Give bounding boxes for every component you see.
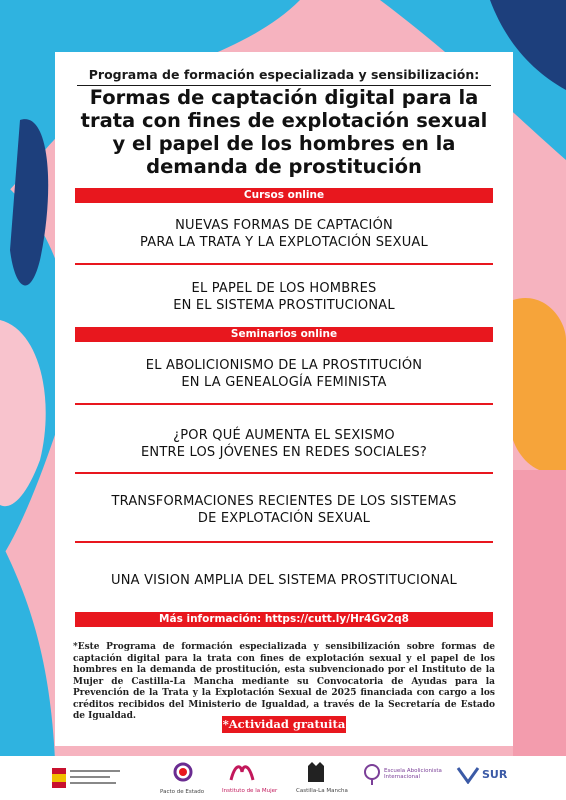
program-kicker: Programa de formación especializada y sensibilización: xyxy=(88,67,480,82)
funding-footnote: *Este Programa de formación especializada y sensibilización sobre formas de captación digital para la trata con fines de explotación sexual y el papel de los hombres en la demanda de prostitución, esta subvencionado por el Instituto de la Mujer de Castilla-La Mancha mediante su Convocatoria de Ayudas para la Prevención de la Trata y la Explotación Sexual de 2025 financiada con cargo a los créditos recibidos del Ministerio de Igualdad, a través de la Secretaría de Estado de Igualdad. xyxy=(73,642,495,721)
instituto-mujer-label: Instituto de la Mujer xyxy=(222,788,278,794)
sponsor-logos-strip xyxy=(0,756,566,800)
divider xyxy=(75,472,493,474)
escuela-abolicionista-logo-icon xyxy=(362,764,382,786)
divider xyxy=(75,263,493,265)
gobierno-logo-icon xyxy=(52,766,122,790)
seminars-section-bar: Seminarios online xyxy=(75,327,493,342)
course-item: EL PAPEL DE LOS HOMBRES EN EL SISTEMA PROSTITUCIONAL xyxy=(173,281,395,313)
content-card xyxy=(55,52,513,746)
seminar-item: UNA VISION AMPLIA DEL SISTEMA PROSTITUCIONAL xyxy=(111,573,457,588)
castilla-la-mancha-logo-icon xyxy=(304,760,328,784)
instituto-mujer-logo-icon xyxy=(227,760,257,784)
pacto-estado-label: Pacto de Estado xyxy=(160,789,205,795)
courses-section-bar: Cursos online xyxy=(75,188,493,203)
seminar-item: EL ABOLICIONISMO DE LA PROSTITUCIÓN EN LA GENEALOGÍA FEMINISTA xyxy=(145,358,423,390)
program-title: Formas de captación digital para la trata con fines de explotación sexual y el papel de los hombres en la demanda de prostitución xyxy=(80,86,488,178)
divider xyxy=(75,541,493,543)
pacto-estado-logo-icon xyxy=(165,762,201,788)
course-item: NUEVAS FORMAS DE CAPTACIÓN PARA LA TRATA Y LA EXPLOTACIÓN SEXUAL xyxy=(140,218,428,250)
seminar-item: TRANSFORMACIONES RECIENTES DE LOS SISTEMAS DE EXPLOTACIÓN SEXUAL xyxy=(111,494,457,526)
sur-label: SUR xyxy=(482,768,508,781)
seminar-item: ¿POR QUÉ AUMENTA EL SEXISMO ENTRE LOS JÓVENES EN REDES SOCIALES? xyxy=(141,428,427,460)
sur-logo-icon xyxy=(456,766,480,784)
free-activity-badge: *Actividad gratuita xyxy=(222,717,346,731)
divider xyxy=(75,403,493,405)
more-info-link[interactable]: Más información: https://cutt.ly/Hr4Gv2q8 xyxy=(75,612,493,627)
escuela-abolicionista-label: Escuela Abolicionista Internacional xyxy=(384,768,442,780)
castilla-la-mancha-label: Castilla-La Mancha xyxy=(296,788,348,794)
